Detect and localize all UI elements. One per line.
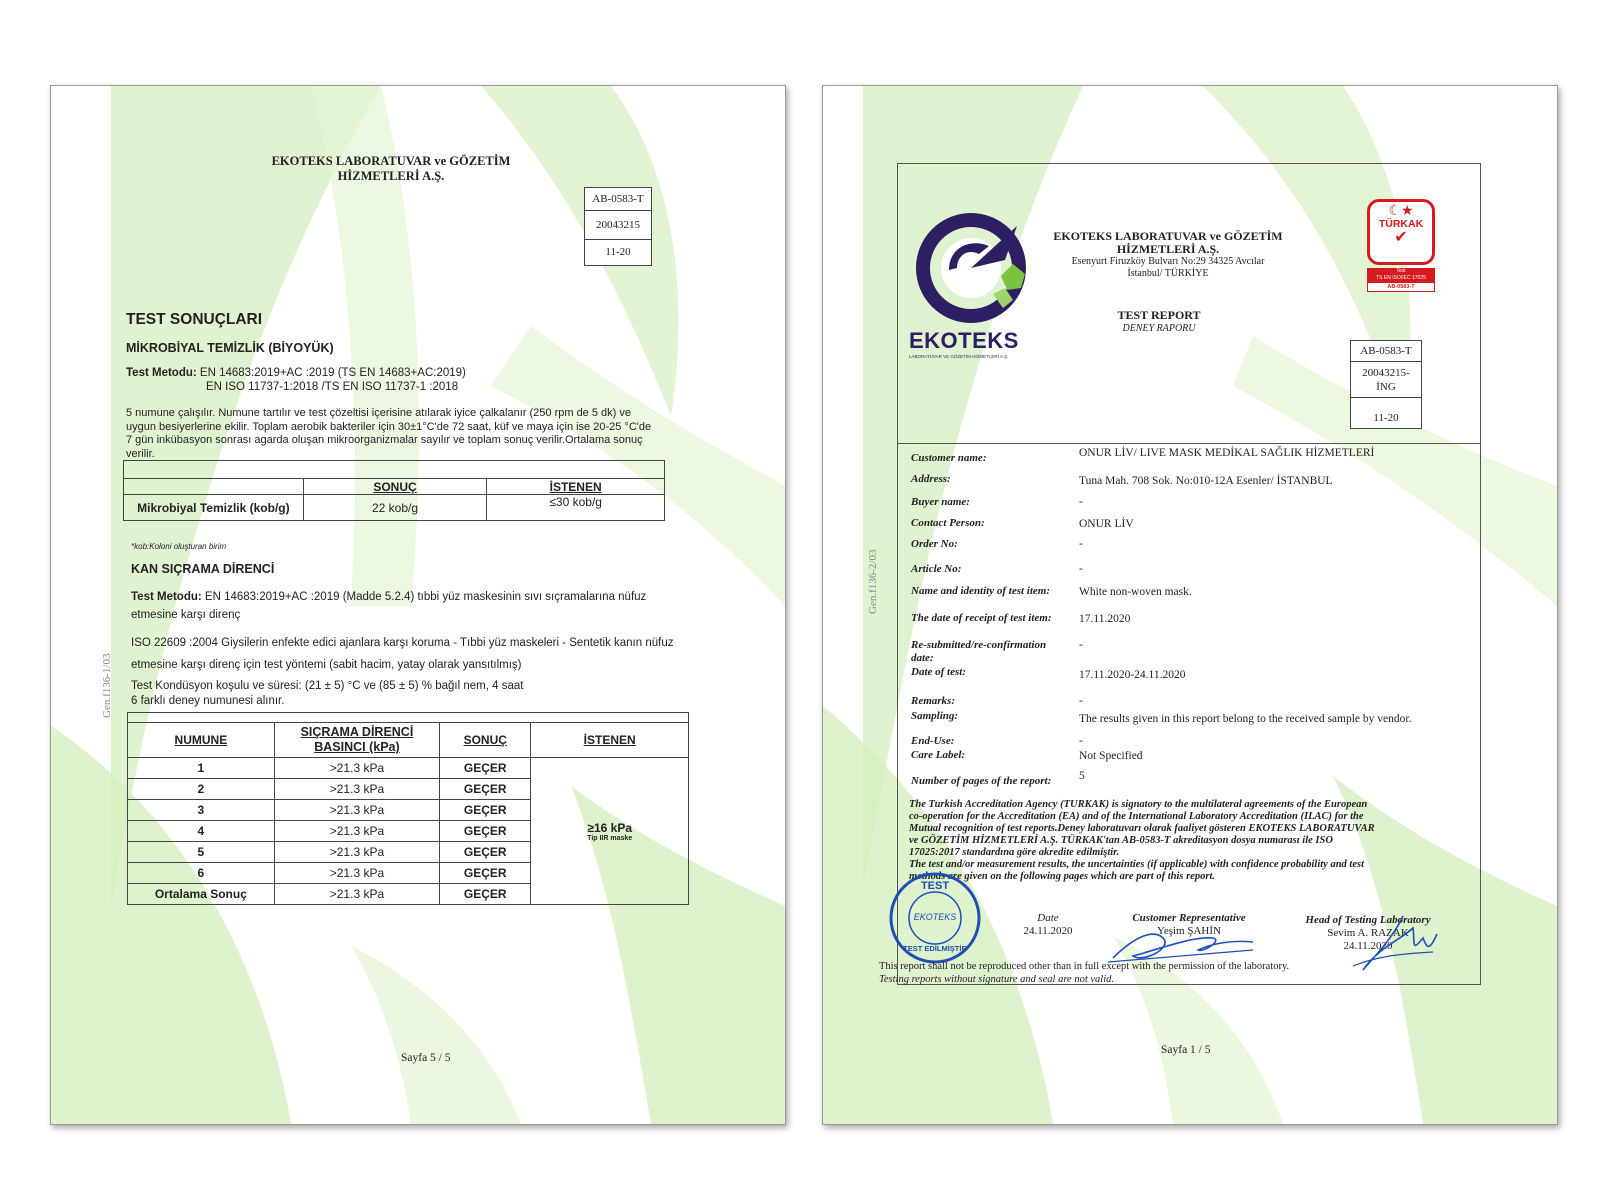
- customer-name-value: ONUR LİV/ LIVE MASK MEDİKAL SAĞLIK HİZMETLERİ: [1079, 447, 1375, 459]
- order-no-value: -: [1079, 538, 1083, 550]
- accreditation-code: AB-0583-T: [1351, 341, 1421, 362]
- table2-sample: 6: [128, 863, 275, 884]
- order-no-label: Order No:: [911, 538, 958, 550]
- iso-line1: ISO 22609 :2004 Giysilerin enfekte edici ajanlara karşı koruma - Tıbbi yüz maskeleri - Sentetik kanın nüfuz: [131, 637, 674, 649]
- turkak-check-icon: ✔: [1394, 229, 1408, 246]
- contact-person-label: Contact Person:: [911, 517, 985, 529]
- microbial-results-table: [123, 460, 665, 521]
- signature-date-block: [1003, 912, 1093, 938]
- frame-divider: [897, 443, 1480, 444]
- address-label: Address:: [911, 473, 951, 485]
- para1-line: 5 numune çalışılır. Numune tartılır ve test çözeltisi içerisine atılarak iyice çalkalanır (250 rpm de 5 dk) ve: [126, 407, 631, 419]
- iso-line2: etmesine karşı direnç için test yöntemi (sabit hacim, yatay olarak yansıtılmış): [131, 659, 522, 671]
- turkak-frame: [1367, 199, 1435, 265]
- section1-title: MİKROBİYAL TEMİZLİK (BİYOYÜK): [126, 341, 334, 355]
- table1-row-result: 22 kob/g: [303, 495, 487, 521]
- ekoteks-logo-name: EKOTEKS: [909, 328, 1019, 353]
- report-number: 20043215: [585, 211, 651, 240]
- table2-sample: 3: [128, 800, 275, 821]
- stamp-center: EKOTEKS: [913, 912, 957, 922]
- table2-required-cell: [531, 758, 689, 905]
- article-no-label: Article No:: [911, 563, 962, 575]
- remarks-value: -: [1079, 695, 1083, 707]
- report-date-code: 11-20: [1373, 412, 1399, 424]
- footer-line2: Testing reports without signature and seal are not valid.: [879, 974, 1114, 985]
- test-stamp-seal: [887, 870, 983, 966]
- sign-date-value: 24.11.2020: [1023, 925, 1073, 937]
- accreditation-line: methods are given on the following pages which are part of this report.: [909, 871, 1215, 882]
- table1-row-required: ≤30 kob/g: [487, 495, 665, 521]
- accreditation-code-box: [584, 187, 652, 266]
- table2-pressure: >21.3 kPa: [274, 800, 439, 821]
- table2-average-label: Ortalama Sonuç: [128, 884, 275, 905]
- table2-pressure: >21.3 kPa: [274, 779, 439, 800]
- contact-person-value: ONUR LİV: [1079, 518, 1134, 530]
- para1-line: 7 gün inkübasyon sonrası agarda oluşan mikroorganizmalar sayılır ve toplam sonuç verilir.Ortalama sonuç: [126, 434, 643, 446]
- stamp-bottom: TEST EDİLMİŞTİR: [903, 944, 967, 953]
- address-line2: İstanbul/ TÜRKİYE: [1127, 268, 1209, 279]
- table2-col-sample: NUMUNE: [128, 723, 275, 758]
- table2-required-note: Tip IIR maske: [587, 834, 633, 842]
- ekoteks-emblem: [909, 208, 1039, 328]
- sign-rep-label: Customer Representative: [1132, 912, 1246, 924]
- splash-resistance-table: [127, 712, 689, 905]
- table2-required-value: ≥16 kPa: [587, 820, 632, 835]
- table1-empty-header: [124, 479, 304, 495]
- end-use-value: -: [1079, 735, 1083, 747]
- method1-line1: EN 14683:2019+AC :2019 (TS EN 14683+AC:2019): [199, 367, 466, 379]
- report-number-box: [1351, 362, 1421, 398]
- receipt-date-label: The date of receipt of test item:: [911, 612, 1052, 624]
- receipt-date-value: 17.11.2020: [1079, 613, 1131, 625]
- conditioning-line1: Test Kondüsyon koşulu ve süresi: (21 ± 5) °C ve (85 ± 5) % bağıl nem, 4 saat: [131, 680, 524, 692]
- company-line1: EKOTEKS LABORATUVAR ve GÖZETİM: [271, 154, 511, 168]
- iso-standard-block: [131, 632, 673, 676]
- accreditation-line: co-operation for the Accreditation (EA) and of the International Laboratory Accreditation (ILAC) for the: [909, 811, 1364, 822]
- method1-line2: EN ISO 11737-1:2018 /TS EN ISO 11737-1 :2018: [206, 381, 459, 393]
- footnote-kob: *kob:Koloni oluşturan birim: [131, 542, 227, 551]
- section2-title: KAN SIÇRAMA DİRENCİ: [131, 562, 275, 576]
- accreditation-line: Mutual recognition of test reports.Deney laboratuvarı olarak faaliyet gösteren EKOTEKS LABORATUVAR: [909, 823, 1375, 834]
- table2-col-pressure-line2: BASINCI (kPa): [314, 740, 400, 754]
- lab-header: [1033, 230, 1303, 280]
- side-form-code: Gen.f136-1/03: [101, 653, 113, 718]
- report-title-block: [1099, 308, 1219, 334]
- table2-pressure: >21.3 kPa: [274, 842, 439, 863]
- table2-sample: 5: [128, 842, 275, 863]
- method2-block: [131, 588, 646, 624]
- report-footer: [879, 960, 1289, 986]
- table2-sample: 4: [128, 821, 275, 842]
- turkak-code: AB-0583-T: [1367, 282, 1435, 292]
- table2-pressure: >21.3 kPa: [274, 758, 439, 779]
- conditioning-block: [131, 679, 523, 709]
- accreditation-code: AB-0583-T: [585, 188, 651, 211]
- page-count-label: Number of pages of the report:: [911, 775, 1052, 787]
- method2-line1: EN 14683:2019+AC :2019 (Madde 5.2.4) tıbbi yüz maskesinin sıvı sıçramalarına nüfuz: [204, 591, 647, 603]
- report-subtitle: DENEY RAPORU: [1122, 323, 1196, 334]
- table2-sample: 1: [128, 758, 275, 779]
- table2-top-row: [128, 713, 689, 723]
- table2-result: GEÇER: [440, 779, 531, 800]
- method2-line2: etmesine karşı direnç: [131, 609, 241, 621]
- table2-sample: 2: [128, 779, 275, 800]
- page-number: Sayfa 1 / 5: [1161, 1044, 1211, 1056]
- conditioning-line2: 6 farklı deney numunesi alınır.: [131, 695, 285, 707]
- buyer-name-value: -: [1079, 496, 1083, 508]
- end-use-label: End-Use:: [911, 735, 955, 747]
- method1-label: Test Metodu:: [126, 367, 197, 379]
- resubmitted-date-label: date:: [911, 652, 934, 664]
- company-line2: HİZMETLERİ A.Ş.: [1116, 242, 1220, 256]
- turkak-crescent-icon: ☾★: [1388, 202, 1414, 218]
- sign-date-label: Date: [1037, 912, 1059, 924]
- left-document-page: [50, 85, 786, 1125]
- buyer-name-label: Buyer name:: [911, 496, 970, 508]
- para1-line: uygun besiyerlerine ekilir. Toplam aerobik bakteriler için 30±1°C'de 72 saat, küf ve maya için ise 20-25 °C'de: [126, 420, 652, 433]
- table2-result: GEÇER: [440, 863, 531, 884]
- turkak-label-strip: [1367, 268, 1435, 292]
- report-title: TEST REPORT: [1117, 308, 1201, 322]
- address-line1: Esenyurt Firuzköy Bulvarı No:29 34325 Avcılar: [1071, 256, 1265, 267]
- page-heading: TEST SONUÇLARI: [126, 311, 263, 328]
- accreditation-line: ve GÖZETİM HİZMETLERİ A.Ş. TÜRKAK'tan AB-0583-T akreditasyon dosya numarası ile ISO: [909, 835, 1333, 846]
- accreditation-line: The test and/or measurement results, the uncertainties (if applicable) with confidence probability and test: [909, 859, 1365, 870]
- table1-top-row: [124, 461, 665, 479]
- company-line2: HİZMETLERİ A.Ş.: [337, 169, 445, 183]
- report-language: İNG: [1376, 381, 1396, 393]
- table1-col-result: SONUÇ: [303, 479, 487, 495]
- customer-name-label: Customer name:: [911, 452, 987, 464]
- table2-col-required: İSTENEN: [531, 723, 689, 758]
- test-item-value: White non-woven mask.: [1079, 586, 1192, 598]
- table2-col-pressure: [274, 723, 439, 758]
- resubmitted-value: -: [1079, 639, 1083, 651]
- accreditation-code-box: [1350, 340, 1422, 429]
- table2-result: GEÇER: [440, 800, 531, 821]
- page-count-value: 5: [1079, 770, 1085, 782]
- table2-pressure: >21.3 kPa: [274, 863, 439, 884]
- method2-label: Test Metodu:: [131, 591, 202, 603]
- resubmitted-label: Re-submitted/re-confirmation: [911, 639, 1047, 651]
- address-value: Tuna Mah. 708 Sok. No:010-12A Esenler/ İSTANBUL: [1079, 475, 1333, 487]
- care-label-label: Care Label:: [911, 749, 966, 761]
- sign-head-label: Head of Testing Laboratory: [1305, 914, 1431, 926]
- method1-block: [126, 366, 466, 394]
- table2-result: GEÇER: [440, 758, 531, 779]
- accreditation-line: The Turkish Accreditation Agency (TURKAK) is signatory to the multilateral agreements of the European: [909, 799, 1368, 810]
- table2-result: GEÇER: [440, 842, 531, 863]
- article-no-value: -: [1079, 563, 1083, 575]
- test-date-label: Date of test:: [911, 666, 966, 678]
- care-label-value: Not Specified: [1079, 750, 1143, 762]
- sampling-value: The results given in this report belong to the received sample by vendor.: [1079, 713, 1412, 725]
- report-number: 20043215-: [1362, 367, 1410, 379]
- side-form-code: Gen.f136-2/03: [867, 549, 879, 614]
- table2-result: GEÇER: [440, 821, 531, 842]
- accreditation-line: 17025:2017 standardına göre akredite edilmiştir.: [909, 847, 1120, 858]
- table2-average-pressure: >21.3 kPa: [274, 884, 439, 905]
- turkak-std: TS EN ISO/IEC 17025: [1376, 275, 1426, 281]
- company-line1: EKOTEKS LABORATUVAR ve GÖZETİM: [1053, 229, 1283, 243]
- sign-head-date: 24.11.2020: [1343, 940, 1393, 952]
- test-date-value: 17.11.2020-24.11.2020: [1079, 669, 1186, 681]
- head-signature-icon: [1333, 908, 1443, 978]
- table2-col-result: SONUÇ: [440, 723, 531, 758]
- ekoteks-logo-icon: [909, 208, 1039, 328]
- sampling-label: Sampling:: [911, 710, 959, 722]
- remarks-label: Remarks:: [911, 695, 955, 707]
- turkak-accreditation-badge: [1367, 199, 1439, 303]
- table1-col-required: İSTENEN: [487, 479, 665, 495]
- turkak-brand: TÜRKAK: [1378, 218, 1424, 230]
- accreditation-statement: [909, 799, 1457, 883]
- sign-rep-name: Yeşim ŞAHİN: [1157, 925, 1221, 937]
- footer-line1: This report shall not be reproduced other than in full except with the permission of the laboratory.: [879, 961, 1290, 972]
- table2-pressure: >21.3 kPa: [274, 821, 439, 842]
- page-number: Sayfa 5 / 5: [401, 1052, 451, 1064]
- table1-row-label: Mikrobiyal Temizlik (kob/g): [124, 495, 304, 521]
- company-header: [241, 154, 541, 184]
- test-item-label: Name and identity of test item:: [911, 585, 1051, 597]
- right-document-page: [822, 85, 1558, 1125]
- turkak-test: Test: [1396, 268, 1406, 274]
- sign-head-name: Sevim A. RAZAK: [1327, 927, 1409, 939]
- table2-col-pressure-line1: SIÇRAMA DİRENCİ: [300, 725, 414, 739]
- table2-average-result: GEÇER: [440, 884, 531, 905]
- stamp-top: TEST: [920, 880, 950, 892]
- ekoteks-logo-sub: LABORATUVAR VE GÖZETİM HİZMETLERİ A.Ş.: [909, 354, 1009, 359]
- report-date-code: 11-20: [605, 246, 631, 258]
- para1-line: verilir.: [126, 447, 155, 460]
- procedure-paragraph: [126, 407, 726, 461]
